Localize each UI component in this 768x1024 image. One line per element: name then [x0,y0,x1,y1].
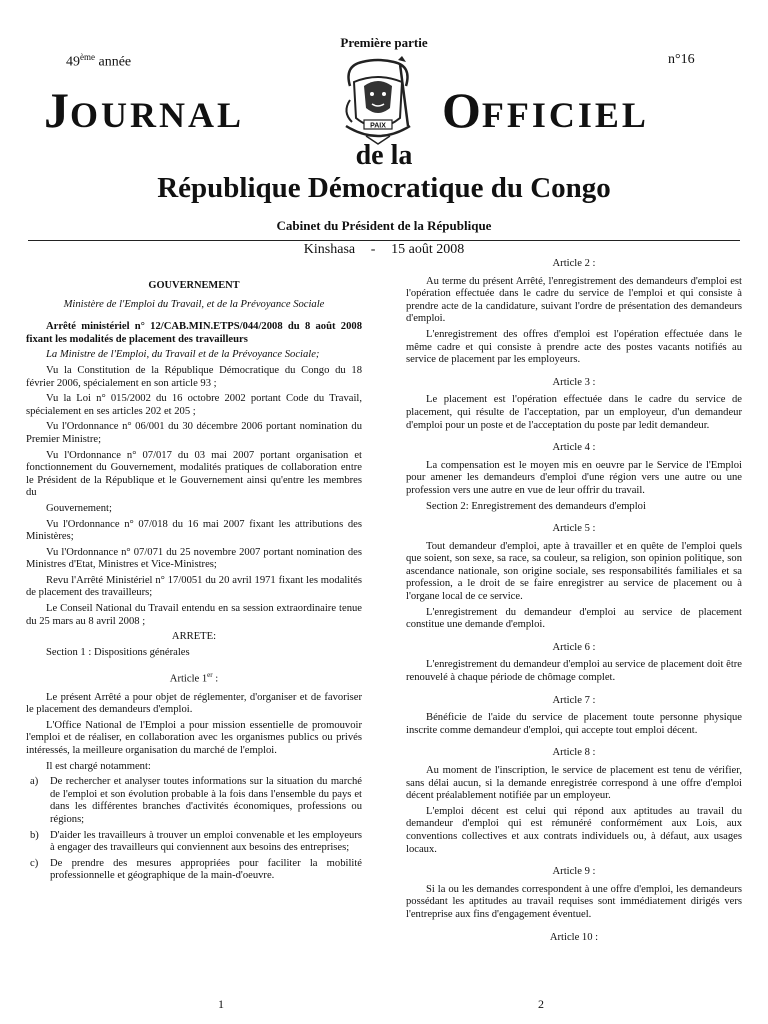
paragraph: Tout demandeur d'emploi, apte à travailler et en quête de l'emploi quels que soient, son sexe, sa race, sa couleur, sa religion, son opinion politique, son ascendance nationale, son origine sociale, ses responsabilités familiales et sa profession, a le droit de se faire enregistrer au service de placement ou à l'organe local de ce service. [406,540,742,603]
section-title: Section 1 : Dispositions générales [46,646,190,658]
list-item: b) D'aider les travailleurs à trouver un emploi convenable et les employeurs à engager des travailleurs qui conviennent aux besoins des entreprises; [30,829,362,854]
crest-motto: PAIX [370,122,386,130]
paragraph: L'enregistrement du demandeur d'emploi au service de placement constitue une demande d'emploi. [406,606,742,631]
paragraph: L'enregistrement des offres d'emploi est l'opération effectuée dans le même cadre et qui consiste à prendre acte des postes vacants notifiés au service de placement par les employeurs. [406,328,742,366]
arrete-label: ARRETE: [171,631,217,643]
paragraph: Vu la Loi n° 015/2002 du 16 octobre 2002 portant Code du Travail, spécialement en ses articles 202 et 205 ; [26,393,362,417]
paragraph: Vu l'Ordonnance n° 07/017 du 03 mai 2007 portant organisation et fonctionnement du Gouvernement, modalités pratiques de collaboration entre le Président de la République et le Gouvernement ainsi qu'entre les membres du [26,449,362,499]
paragraph: Le placement est l'opération effectuée dans le cadre du service de placement, qui résulte de l'acceptation, par un employeur, d'un demandeur d'emploi pour un poste et de l'acceptation du poste par ledit demandeur. [406,394,742,431]
article-heading: Article 10 : [549,931,599,943]
arrete-title: Arrêté ministériel n° 12/CAB.MIN.ETPS/044/2008 du 8 août 2008 fixant les modalités de placement des travailleurs [26,321,362,345]
paragraph: Le Conseil National du Travail entendu en sa session extraordinaire tenue du 25 mars au 8 avril 2008 ; [26,603,362,627]
paragraph: Il est chargé notamment: [46,760,151,772]
masthead-de-la: de la [355,140,413,171]
paragraph: Gouvernement; [46,502,112,514]
masthead-journal: JOURNAL [44,82,245,138]
minister-line: La Ministre de l'Emploi, du Travail et de la Prévoyance Sociale; [46,349,320,361]
paragraph: L'emploi décent est celui qui répond aux aptitudes au travail du demandeur d'emploi qui est rémunéré conformément aux Lois, aux conventions collectives et aux contrats individuels ou, à défaut, aux usages locaux. [406,805,742,855]
issue-number: n°16 [668,52,695,67]
paragraph: La compensation est le moyen mis en oeuvre par le Service de l'Emploi pour amener les demandeurs d'emploi d'une région vers une autre ou une profession vers une autre en vue de leur offrir du travail. [406,459,742,496]
paragraph: Vu l'Ordonnance n° 07/071 du 25 novembre 2007 portant nomination des Ministres d'Etat, Ministres et Vice-Ministres; [26,546,362,571]
article-heading: Article 7 : [552,694,596,706]
section-heading: GOUVERNEMENT [148,280,240,291]
page-number-left: 1 [218,997,224,1011]
paragraph: Vu l'Ordonnance n° 06/001 du 30 décembre 2006 portant nomination du Premier Ministre; [26,421,362,445]
mission-list [26,776,362,883]
list-item: c) De prendre des mesures appropriées pour faciliter la mobilité professionnelle et géographique de la main-d'oeuvre. [30,857,362,882]
paragraph: Vu la Constitution de la République Démocratique du Congo du 18 février 2006, spécialement en son article 93 ; [26,364,362,389]
list-item: a) De rechercher et analyser toutes informations sur la situation du marché de l'emploi et son évolution probable à la fois dans l'ensemble du pays et dans les différentes branches d'activités économiques, professions ou régions; [30,776,362,825]
coat-of-arms-icon [336,56,420,148]
paragraph: Au terme du présent Arrêté, l'enregistrement des demandeurs d'emploi est l'opération effectuée dans le cadre du service de l'emploi et qui consiste à prendre acte de la candidature, suivant l'ordre de présentation des demandeurs d'emploi. [406,275,742,325]
page-number-right: 2 [538,997,544,1011]
article-heading: Article 2 : [552,258,596,269]
section-title: Section 2: Enregistrement des demandeurs d'emploi [426,500,646,512]
article-heading: Article 9 : [552,866,596,878]
paragraph: Au moment de l'inscription, le service de placement est tenu de vérifier, sans délai aucun, si la demande enregistrée correspond à une offre d'emploi décent préalablement notifiée par un employeur. [406,765,742,802]
paragraph: L'enregistrement du demandeur d'emploi au service de placement doit être renouvelé à chaque période de chômage complet. [406,659,742,684]
header-divider [28,240,740,241]
paragraph: Si la ou les demandes correspondent à une offre d'emploi, les demandeurs possédant les aptitudes au travail requises sont immédiatement dirigés vers l'entreprise aux fins d'engagement éventuel. [406,883,742,920]
ministry-name: Ministère de l'Emploi du Travail, et de la Prévoyance Sociale [63,298,325,310]
part-label: Première partie [340,35,428,50]
article-heading: Article 4 : [552,442,596,454]
article-heading: Article 3 : [552,376,596,388]
paragraph: L'Office National de l'Emploi a pour mission essentielle de promouvoir l'emploi et de réaliser, en collaboration avec les organismes publics ou privés intéressés, la meilleure organisation du marché de l'emploi. [26,719,362,756]
right-column [406,258,742,949]
masthead-republic: République Démocratique du Congo [157,172,611,204]
article-heading: Article 5 : [552,523,596,535]
cabinet-line: Cabinet du Président de la République [276,218,492,233]
article-heading: Article 1er : [169,671,219,685]
article-heading: Article 8 : [552,747,596,759]
paragraph: Le présent Arrêté a pour objet de réglementer, d'organiser et de favoriser le placement des demandeurs d'emploi. [26,691,362,716]
year-label: 49ème année [66,52,132,70]
paragraph: Revu l'Arrêté Ministériel n° 17/0051 du 20 avril 1971 fixant les modalités de placement des travailleurs; [26,574,362,599]
paragraph: Bénéficie de l'aide du service de placement toute personne physique inscrite comme demandeur d'emploi, qui accepte tout emploi décent. [406,712,742,736]
article-heading: Article 6 : [552,641,596,653]
dateline: Kinshasa - 15 août 2008 [303,242,465,257]
left-column [26,280,362,886]
masthead-officiel: OFFICIEL [442,82,649,138]
paragraph: Vu l'Ordonnance n° 07/018 du 16 mai 2007 fixant les attributions des Ministères; [26,518,362,543]
